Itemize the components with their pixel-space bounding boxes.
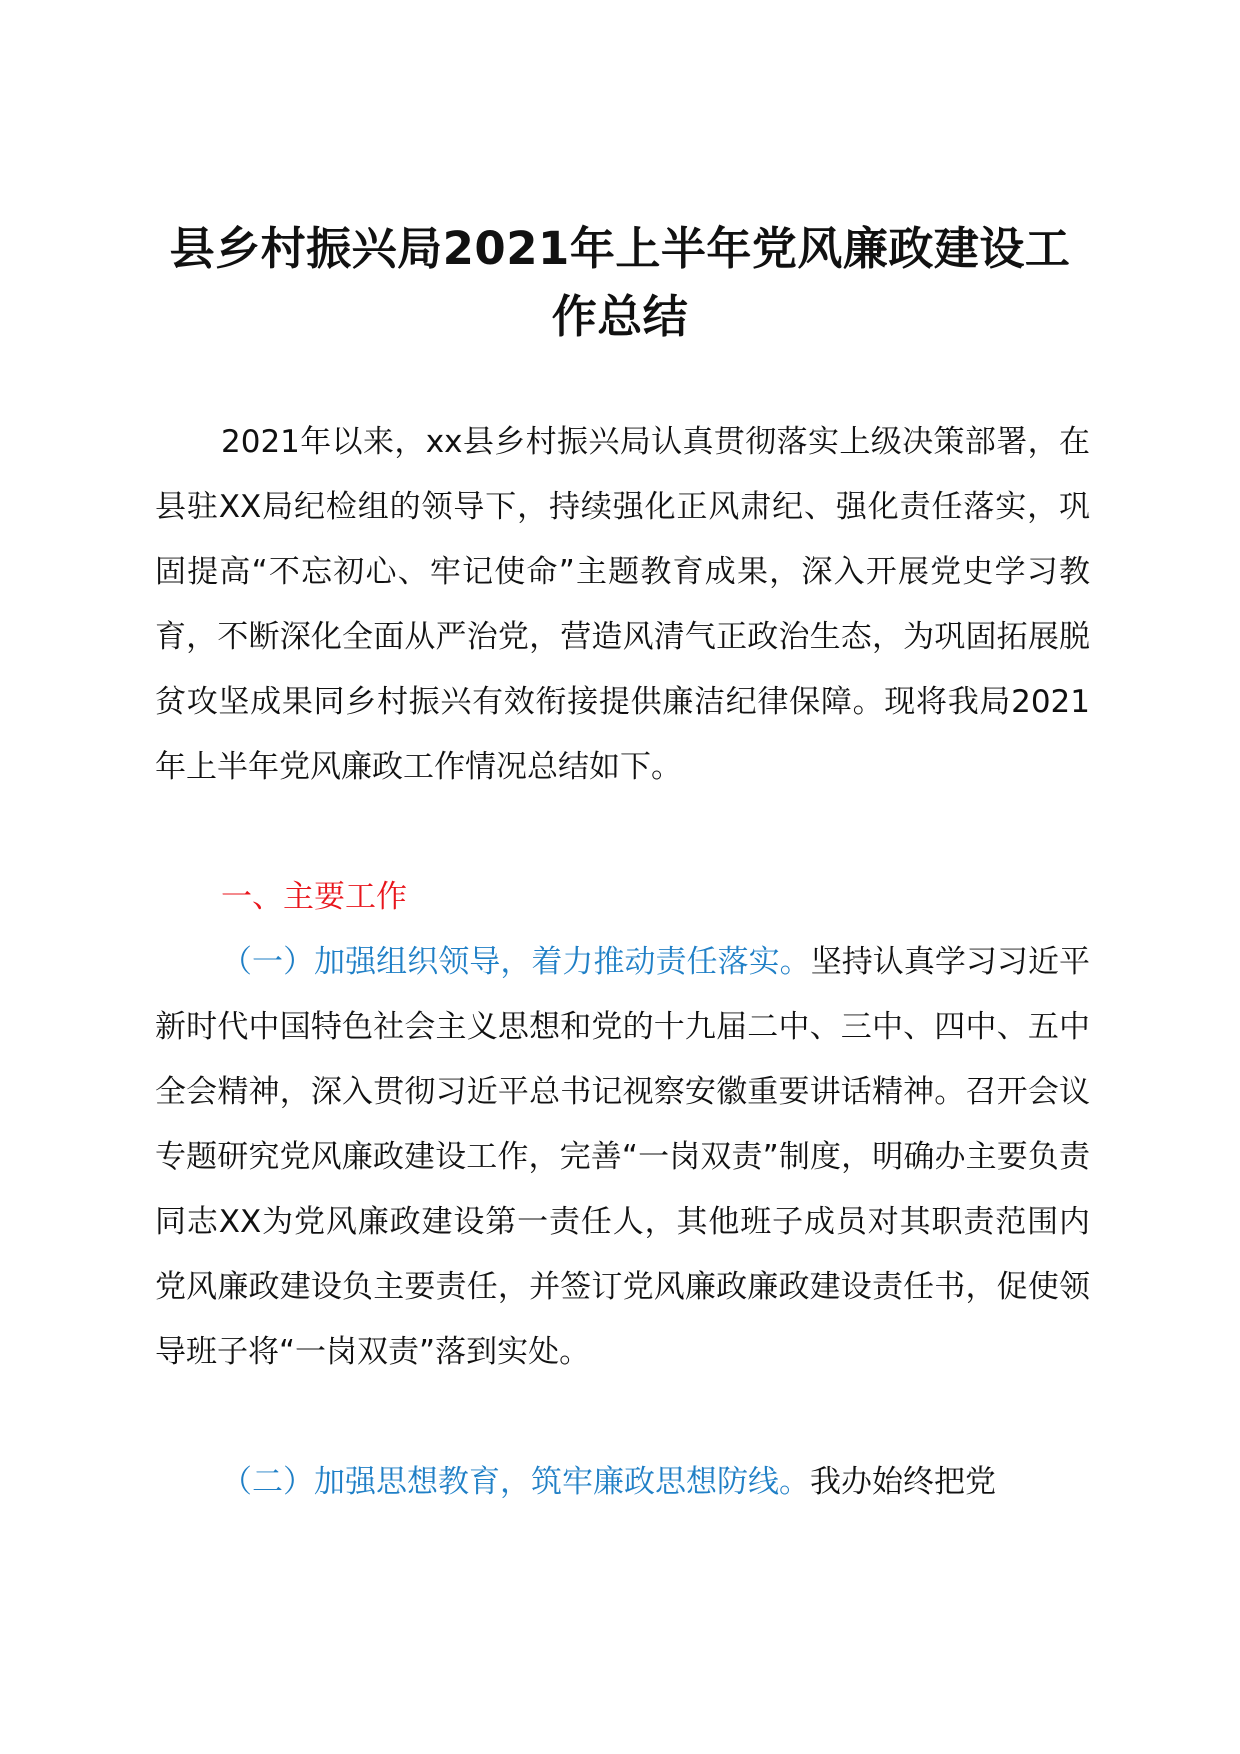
- subsection-1-heading: （一）加强组织领导，着力推动责任落实。: [221, 944, 811, 980]
- subsection-2-heading: （二）加强思想教育，筑牢廉政思想防线。: [221, 1464, 810, 1500]
- section-heading: 一、主要工作: [221, 879, 407, 915]
- document-title: 县乡村振兴局2021年上半年党风廉政建设工作总结: [169, 222, 1071, 343]
- subsection-1-text: 坚持认真学习习近平新时代中国特色社会主义思想和党的十九届二中、三中、四中、五中全会精神，深入贯彻习近平总书记视察安徽重要讲话精神。召开会议专题研究党风廉政建设工作，完善“一岗双责”制度，明确办主要负责同志XX为党风廉政建设第一责任人，其他班子成员对其职责范围内党风廉政建设负主要责任，并签订党风廉政廉政建设责任书，促使领导班子将“一岗双责”落到实处。: [155, 944, 1090, 1370]
- intro-paragraph: 2021年以来，xx县乡村振兴局认真贯彻落实上级决策部署，在县驻XX局纪检组的领导下，持续强化正风肃纪、强化责任落实，巩固提高“不忘初心、牢记使命”主题教育成果，深入开展党史学习教育，不断深化全面从严治党，营造风清气正政治生态，为巩固拓展脱贫攻坚成果同乡村振兴有效衔接提供廉洁纪律保障。现将我局2021年上半年党风廉政工作情况总结如下。: [155, 424, 1090, 785]
- subsection-2-paragraph: [155, 1450, 1090, 1515]
- subsection-2-text: 我办始终把党: [810, 1464, 996, 1500]
- subsection-1-paragraph: [155, 930, 1090, 1385]
